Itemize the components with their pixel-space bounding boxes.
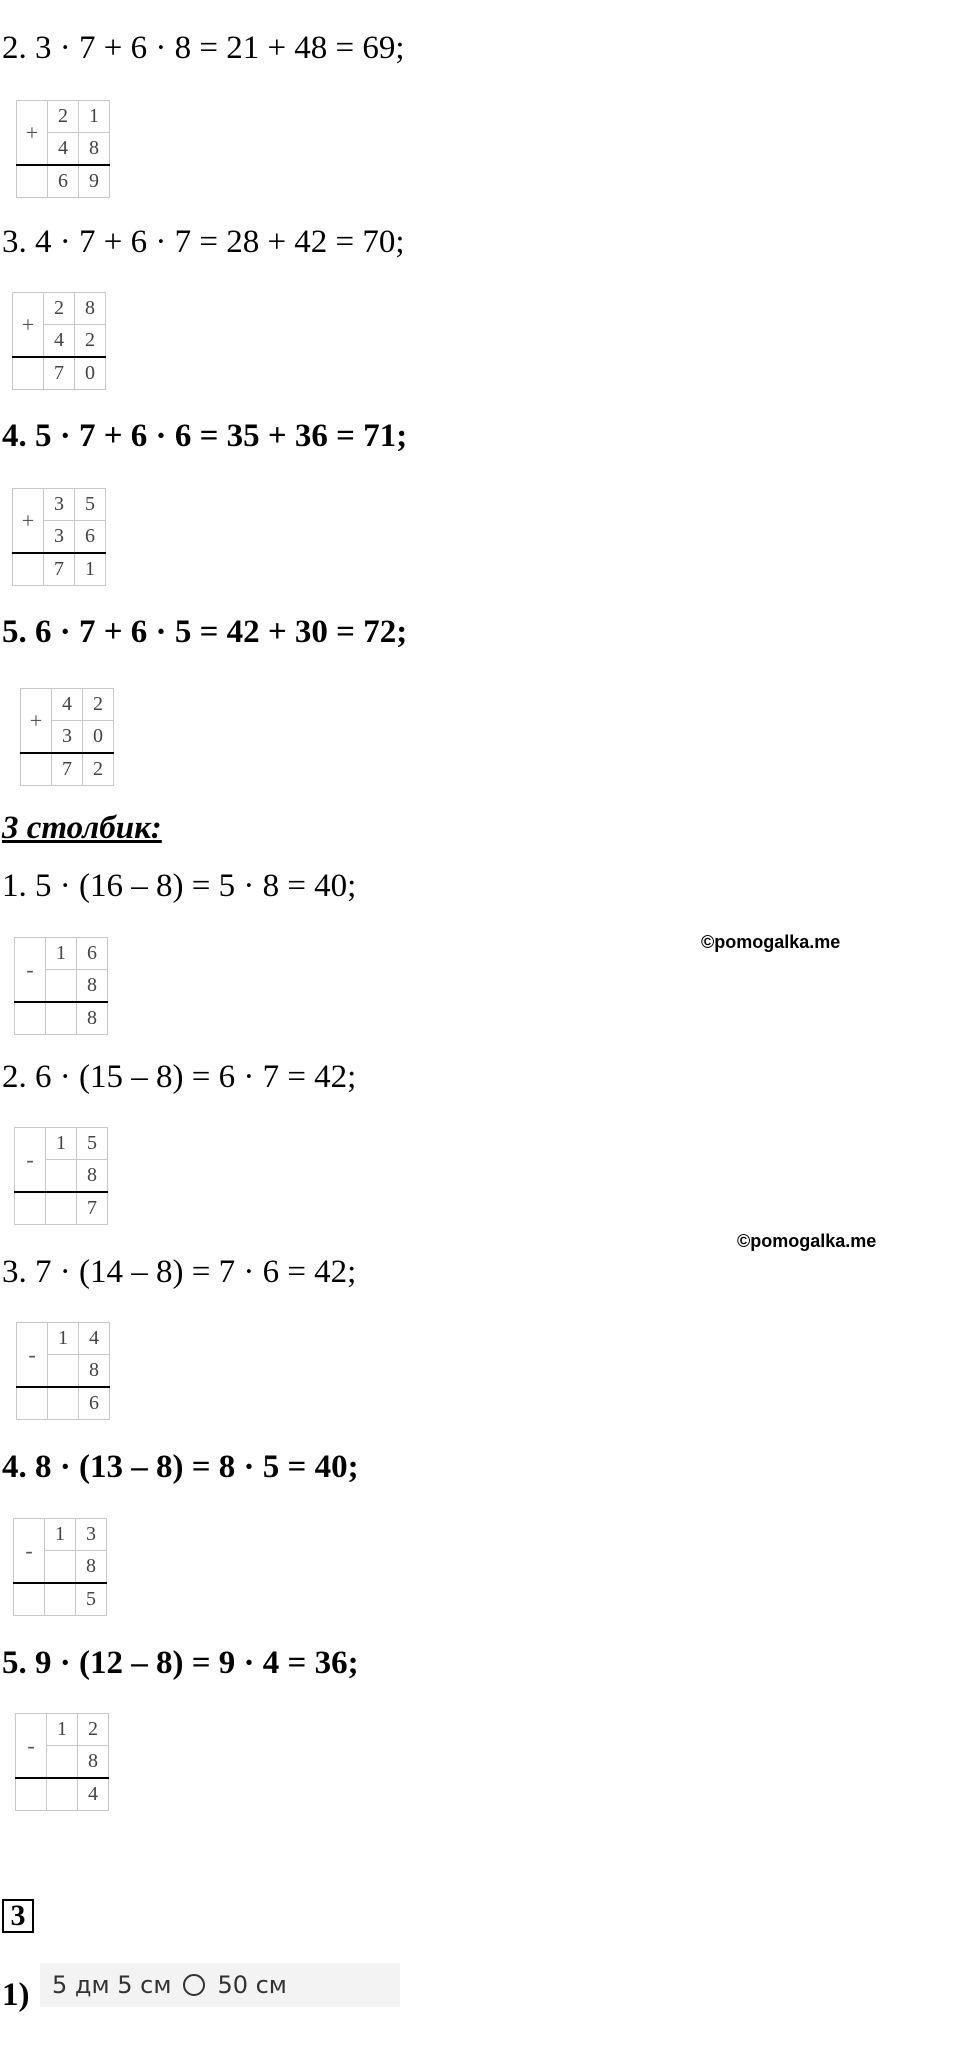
watermark: ©pomogalka.me <box>737 1231 877 1251</box>
item-label: 1) <box>2 1977 30 2013</box>
digit: 5 <box>77 1128 108 1160</box>
operator-sign: - <box>16 1714 47 1779</box>
digit: 1 <box>46 938 77 970</box>
digit: 7 <box>44 553 75 586</box>
watermark: ©pomogalka.me <box>701 932 841 952</box>
digit <box>48 1355 79 1388</box>
equation-b3: 3. 7 · (14 – 8) = 7 · 6 = 42; <box>2 1254 357 1290</box>
digit: 4 <box>79 1323 110 1355</box>
digit: 4 <box>44 325 75 358</box>
circle-icon <box>183 1974 205 1996</box>
column-addition-grid <box>16 100 110 198</box>
operator-sign: - <box>17 1323 48 1388</box>
equation-a3: 4. 5 · 7 + 6 · 6 = 35 + 36 = 71; <box>2 418 408 454</box>
digit: 2 <box>78 1714 109 1746</box>
digit: 3 <box>76 1519 107 1551</box>
task-number-box: 3 <box>2 1899 34 1933</box>
digit: 1 <box>79 101 110 133</box>
comparison-box <box>40 1963 400 2007</box>
column-subtraction-grid <box>14 937 108 1035</box>
digit: 3 <box>44 521 75 554</box>
column-subtraction-grid <box>15 1713 109 1811</box>
equation-a4: 5. 6 · 7 + 6 · 5 = 42 + 30 = 72; <box>2 614 408 650</box>
digit <box>45 1551 76 1584</box>
digit: 1 <box>47 1714 78 1746</box>
digit: 5 <box>75 489 106 521</box>
digit <box>45 1583 76 1616</box>
comparison-left: 5 дм 5 см <box>52 1971 172 1999</box>
digit: 1 <box>75 553 106 586</box>
digit: 0 <box>83 721 114 754</box>
digit: 6 <box>79 1387 110 1420</box>
digit: 1 <box>45 1519 76 1551</box>
digit: 2 <box>44 293 75 325</box>
column-addition-grid <box>12 292 106 390</box>
digit: 4 <box>78 1778 109 1811</box>
digit <box>47 1778 78 1811</box>
equation-b1: 1. 5 · (16 – 8) = 5 · 8 = 40; <box>2 868 357 904</box>
digit <box>47 1746 78 1779</box>
digit: 6 <box>48 165 79 198</box>
digit <box>46 1160 77 1193</box>
digit <box>46 970 77 1003</box>
digit: 0 <box>75 357 106 390</box>
operator-sign: + <box>13 293 44 358</box>
operator-sign: + <box>13 489 44 554</box>
operator-sign: - <box>14 1519 45 1584</box>
digit: 8 <box>77 1002 108 1035</box>
column-subtraction-grid <box>16 1322 110 1420</box>
equation-a2: 3. 4 · 7 + 6 · 7 = 28 + 42 = 70; <box>2 224 405 260</box>
operator-sign: - <box>15 1128 46 1193</box>
digit: 1 <box>46 1128 77 1160</box>
digit: 4 <box>52 689 83 721</box>
digit: 3 <box>44 489 75 521</box>
column-addition-grid <box>20 688 114 786</box>
equation-b5: 5. 9 · (12 – 8) = 9 · 4 = 36; <box>2 1645 359 1681</box>
digit: 7 <box>44 357 75 390</box>
digit <box>46 1002 77 1035</box>
comparison-right: 50 см <box>217 1971 287 1999</box>
digit: 7 <box>77 1192 108 1225</box>
digit: 8 <box>79 1355 110 1388</box>
operator-sign: - <box>15 938 46 1003</box>
digit: 8 <box>77 1160 108 1193</box>
digit: 2 <box>83 753 114 786</box>
digit: 6 <box>75 521 106 554</box>
digit: 2 <box>48 101 79 133</box>
operator-sign: + <box>21 689 52 754</box>
column-addition-grid <box>12 488 106 586</box>
digit <box>48 1387 79 1420</box>
operator-sign: + <box>17 101 48 166</box>
digit: 8 <box>77 970 108 1003</box>
digit: 2 <box>75 325 106 358</box>
digit: 1 <box>48 1323 79 1355</box>
digit: 8 <box>78 1746 109 1779</box>
digit: 2 <box>83 689 114 721</box>
digit <box>46 1192 77 1225</box>
equation-a1: 2. 3 · 7 + 6 · 8 = 21 + 48 = 69; <box>2 30 405 66</box>
digit: 8 <box>76 1551 107 1584</box>
digit: 3 <box>52 721 83 754</box>
section-heading: 3 столбик: <box>2 810 162 846</box>
digit: 9 <box>79 165 110 198</box>
digit: 8 <box>75 293 106 325</box>
column-subtraction-grid <box>13 1518 107 1616</box>
equation-b4: 4. 8 · (13 – 8) = 8 · 5 = 40; <box>2 1449 359 1485</box>
digit: 7 <box>52 753 83 786</box>
digit: 6 <box>77 938 108 970</box>
digit: 4 <box>48 133 79 166</box>
column-subtraction-grid <box>14 1127 108 1225</box>
digit: 8 <box>79 133 110 166</box>
digit: 5 <box>76 1583 107 1616</box>
equation-b2: 2. 6 · (15 – 8) = 6 · 7 = 42; <box>2 1059 357 1095</box>
